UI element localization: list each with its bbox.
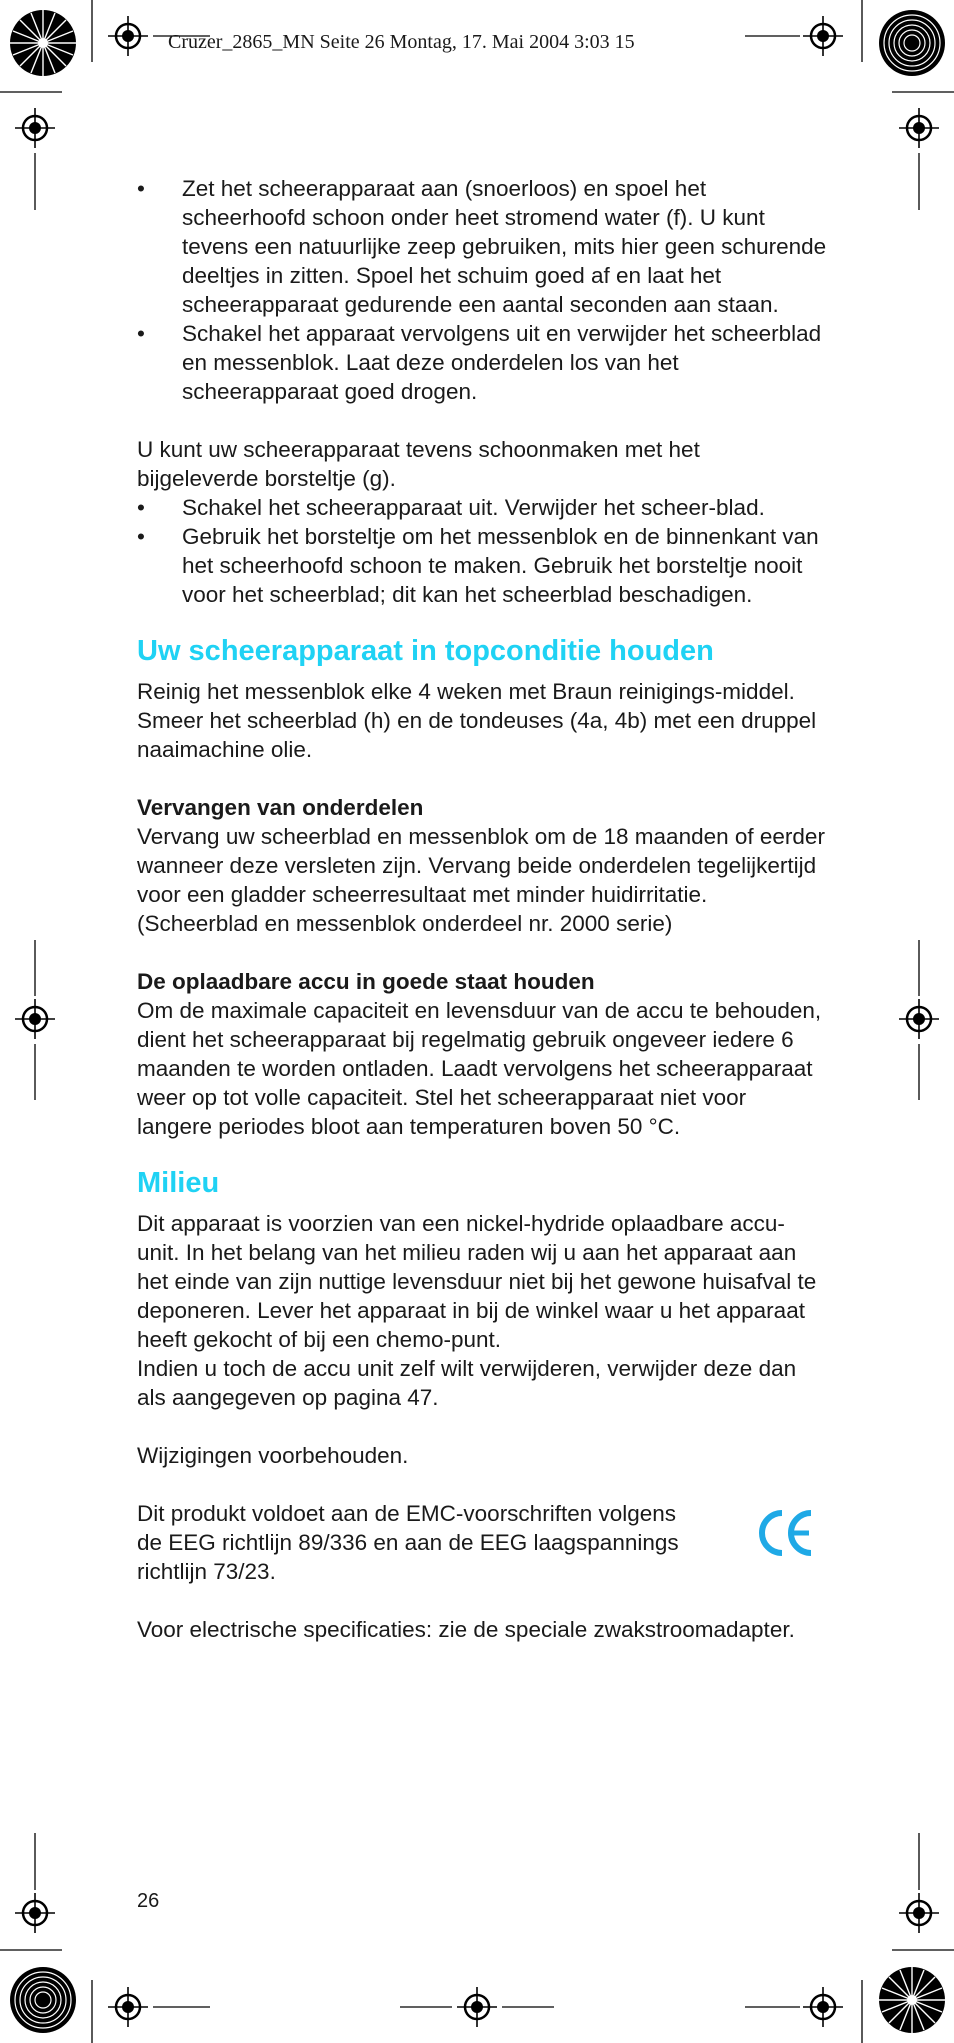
ce-mark-icon — [755, 1507, 815, 1559]
page-number: 26 — [137, 1890, 160, 1912]
brush-intro: U kunt uw scheerapparaat tevens schoonmaken met het bijgeleverde borsteltje (g). — [137, 437, 700, 491]
replace-parts-body: Vervang uw scheerblad en messenblok om de 18 maanden of eerder wanneer deze versleten zijn. Vervang beide onderdelen tegelijkertijd voor een gladder scheerresultaat met minder huidirritatie. — [137, 824, 825, 907]
milieu-body: Dit apparaat is voorzien van een nickel-hydride oplaadbare accu-unit. In het belang van het milieu raden wij u aan het apparaat aan het einde van zijn nuttige levensduur niet bij het gewone huisafval te deponeren. Lever het apparaat in bij de winkel waar u het apparaat heeft gekocht of bij een chemo-punt. — [137, 1211, 817, 1352]
list-item: • Zet het scheerapparaat aan (snoerloos) en spoel het scheerhoofd schoon onder heet stromend water (f). U kunt tevens een natuurlijke zeep gebruiken, mits hier geen schurende deeltjes in zitten. Spoel het schuim goed af en laat het scheerapparaat gedurende een aantal seconden aan staan. — [137, 176, 827, 317]
list-item: • Schakel het apparaat vervolgens uit en verwijder het scheerblad en messenblok. Laat deze onderdelen los van het scheerapparaat goed drogen. — [137, 321, 822, 404]
replace-parts-title: Vervangen van onderdelen — [137, 795, 424, 820]
brush-steps-list — [137, 493, 827, 609]
topconditie-body: Reinig het messenblok elke 4 weken met Braun reinigings-middel. Smeer het scheerblad (h) en de tondeuses (4a, 4b) met een druppel naaimachine olie. — [137, 679, 817, 762]
bullet-icon: • — [137, 524, 145, 549]
changes-note: Wijzigingen voorbehouden. — [137, 1443, 409, 1468]
heading-milieu: Milieu — [137, 1167, 220, 1199]
bullet-icon: • — [137, 176, 145, 201]
emc-text: Dit produkt voldoet aan de EMC-voorschriften volgens de EEG richtlijn 89/336 en aan de EEG laagspannings richtlijn 73/23. — [137, 1501, 679, 1584]
slug-line: Cruzer_2865_MN Seite 26 Montag, 17. Mai 2004 3:03 15 — [168, 31, 635, 53]
battery-body: Om de maximale capaciteit en levensduur van de accu te behouden, dient het scheerapparaat bij regelmatig gebruik ongeveer iedere 6 maanden te worden ontladen. Laadt vervolgens het scheerapparaat weer op tot volle capaciteit. Stel het scheerapparaat niet voor langere periodes bloot aan temperaturen boven 50 °C. — [137, 998, 822, 1139]
page-content — [137, 174, 827, 1644]
list-item: • Schakel het scheerapparaat uit. Verwijder het scheer-blad. — [137, 495, 765, 520]
bullet-icon: • — [137, 321, 145, 346]
heading-topconditie: Uw scheerapparaat in topconditie houden — [137, 635, 714, 667]
bullet-icon: • — [137, 495, 145, 520]
emc-block — [137, 1499, 827, 1586]
list-item: • Gebruik het borsteltje om het messenblok en de binnenkant van het scheerhoofd schoon te maken. Gebruik het borsteltje nooit voor het scheerblad; dit kan het scheerblad beschadigen. — [137, 524, 819, 607]
battery-title: De oplaadbare accu in goede staat houden — [137, 969, 595, 994]
milieu-body-2: Indien u toch de accu unit zelf wilt verwijderen, verwijder deze dan als aangegeven op pagina 47. — [137, 1356, 797, 1410]
specs-note: Voor electrische specificaties: zie de speciale zwakstroomadapter. — [137, 1617, 795, 1642]
replace-parts-note: (Scheerblad en messenblok onderdeel nr. 2000 serie) — [137, 911, 673, 936]
cleaning-steps-list — [137, 174, 827, 406]
